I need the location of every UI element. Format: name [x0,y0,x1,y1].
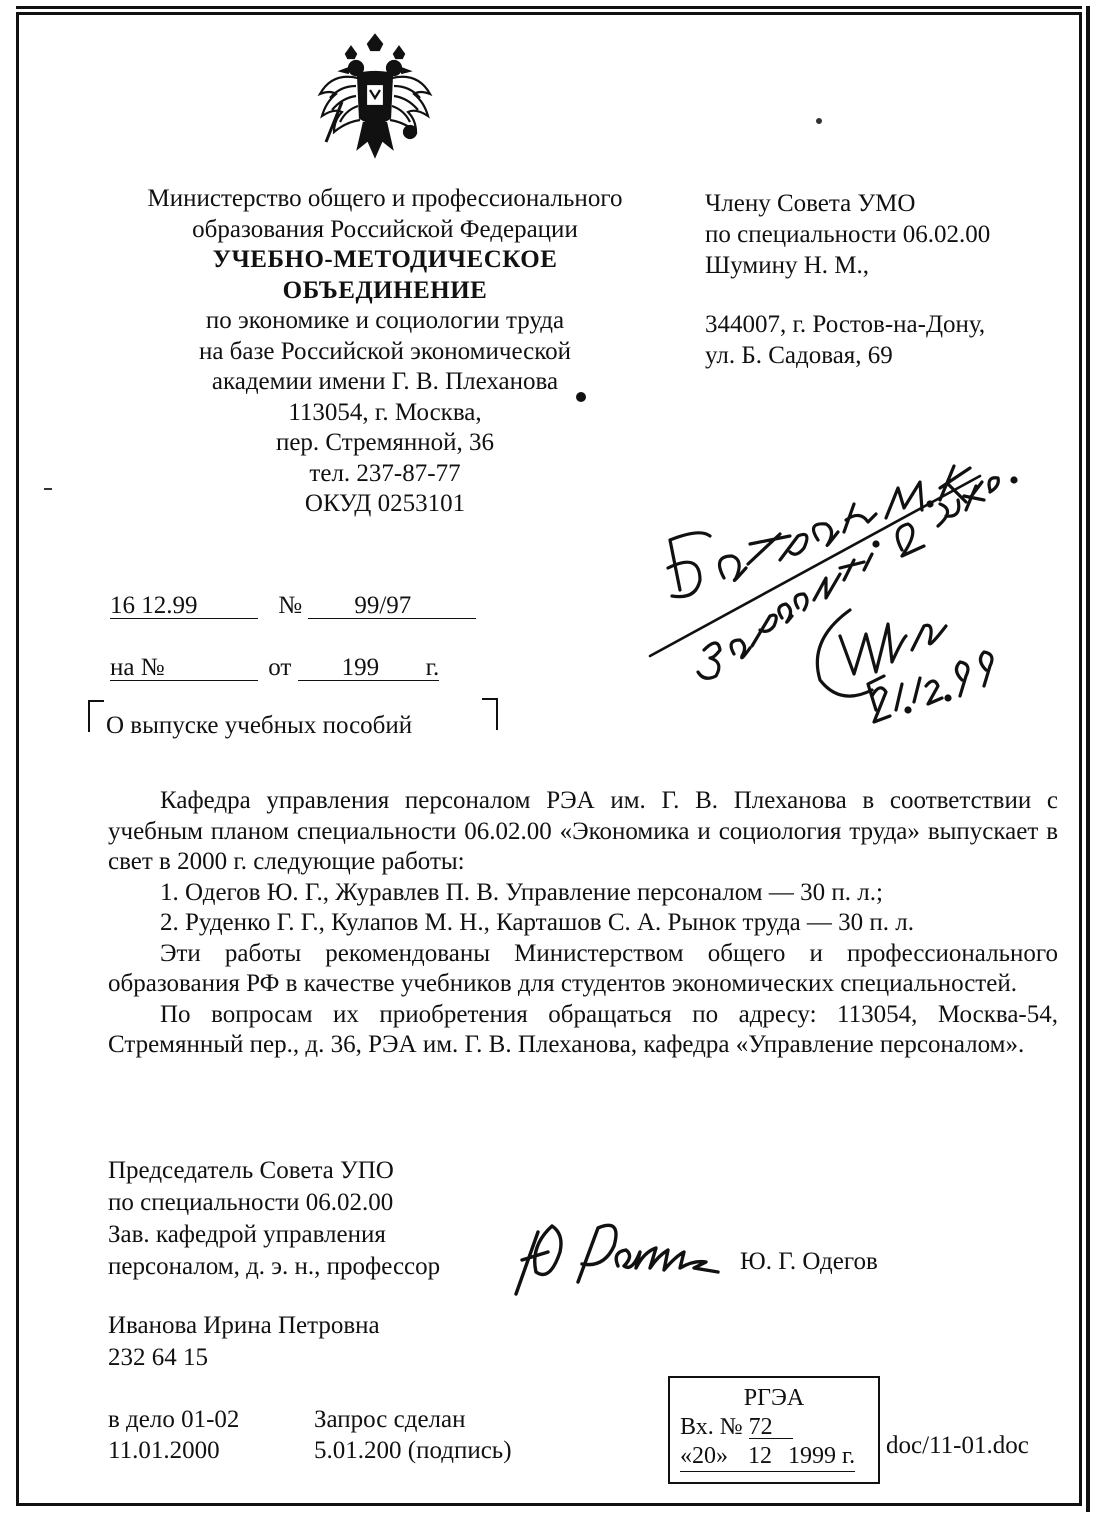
handwritten-resolution [640,440,1060,740]
ministry-line-1: Министерство общего и профессионального [147,185,623,212]
document-reference: doc/11-01.doc [886,1432,1029,1459]
addressee-name: Шумину Н. М., [705,252,870,279]
subject-line [88,700,413,739]
list-item-1: 1. Одегов Ю. Г., Журавлев П. В. Управление персоналом — 30 п. л.; [160,878,883,906]
from-label: от [268,654,292,681]
letter-body [108,786,1058,1061]
addressee-line-1: Члену Совета УМО [705,190,916,217]
addressee-street: ул. Б. Садовая, 69 [705,342,893,369]
file-note-line-1: в дело 01-02 [108,1406,240,1433]
signer-title-2: по специальности 06.02.00 [108,1189,394,1216]
registration-date: 16 12.99 [110,594,258,619]
signer-title-1: Председатель Совета УПО [108,1157,394,1184]
incoming-stamp [668,1376,880,1484]
border-right [1086,6,1090,1512]
contact-phone: 232 64 15 [108,1344,208,1371]
sender-okud: ОКУД 0253101 [304,490,466,517]
contact-name: Иванова Ирина Петровна [108,1312,380,1339]
signer-title-4: персоналом, д. э. н., профессор [108,1253,441,1280]
body-paragraph-3: По вопросам их приобретения обращаться по адресу: 113054, Москва-54, Стремянный пер., д. 36, РЭА им. Г. В. Плеханова, кафедра «Управление персоналом». [108,1000,1058,1058]
stamp-year: 1999 г. [788,1443,856,1469]
body-paragraph-1: Кафедра управления персоналом РЭА им. Г. В. Плеханова в соответствии с учебным планом специальности 06.02.00 «Экономика и социология труда» выпускает в свет в 2000 г. следующие работы: [108,787,1058,875]
contact-block [108,1310,380,1374]
stamp-day: «20» [680,1443,728,1469]
speck [576,392,586,402]
registration-date-row [110,592,476,620]
request-note-line-2: 5.01.200 (подпись) [314,1437,512,1464]
sender-block [100,184,670,520]
speck [44,488,52,490]
number-label: № [278,592,303,619]
year-suffix: г. [425,654,440,681]
sender-line-7: академии имени Г. В. Плеханова [211,368,559,395]
organization-title-1: УЧЕБНО-МЕТОДИЧЕСКОЕ [212,246,558,273]
signer-name: Ю. Г. Одегов [740,1248,878,1275]
signature-odegov [508,1212,738,1300]
request-note-line-1: Запрос сделан [314,1406,466,1433]
stamp-date-row [680,1442,855,1472]
list-item-2: 2. Руденко Г. Г., Кулапов М. Н., Карташов С. А. Рынок труда — 30 п. л. [160,909,915,936]
sender-postal-address: 113054, г. Москва, [288,398,482,426]
subject-text: О выпуске учебных пособий [106,712,413,739]
double-headed-eagle-icon [312,32,438,160]
speck [816,118,822,124]
stamp-number-row [680,1413,868,1442]
stamp-in-number: 72 [749,1416,793,1439]
addressee-postal: 344007, г. Ростов-на-Дону, [705,311,986,338]
stamp-in-label: Вх. № [680,1414,743,1440]
stamp-org: РГЭА [743,1385,805,1411]
signature-block [108,1155,440,1283]
registration-number: 99/97 [308,594,476,619]
reference-label: на № [110,656,258,681]
border-top [16,6,1082,9]
sender-street: пер. Стремянной, 36 [275,429,495,456]
addressee-line-2: по специальности 06.02.00 [705,221,991,248]
stamp-month: 12 [748,1443,772,1469]
organization-title-2: ОБЪЕДИНЕНИЕ [282,276,488,304]
sender-line-5: по экономике и социологии труда [205,307,565,334]
body-paragraph-2: Эти работы рекомендованы Министерством общего и профессионального образования РФ в качестве учебников для студентов экономических специальностей. [108,939,1058,997]
reference-row [110,654,439,682]
file-note-line-2: 11.01.2000 [108,1437,220,1464]
request-note [314,1404,512,1466]
ministry-line-2: образования Российской Федерации [192,215,578,243]
sender-phone: тел. 237-87-77 [309,459,461,487]
signer-title-3: Зав. кафедрой управления [108,1221,386,1248]
sender-line-6: на базе Российской экономической [198,337,572,365]
file-note [108,1404,239,1466]
addressee-block [705,188,990,371]
reference-year: 199 [298,656,426,681]
